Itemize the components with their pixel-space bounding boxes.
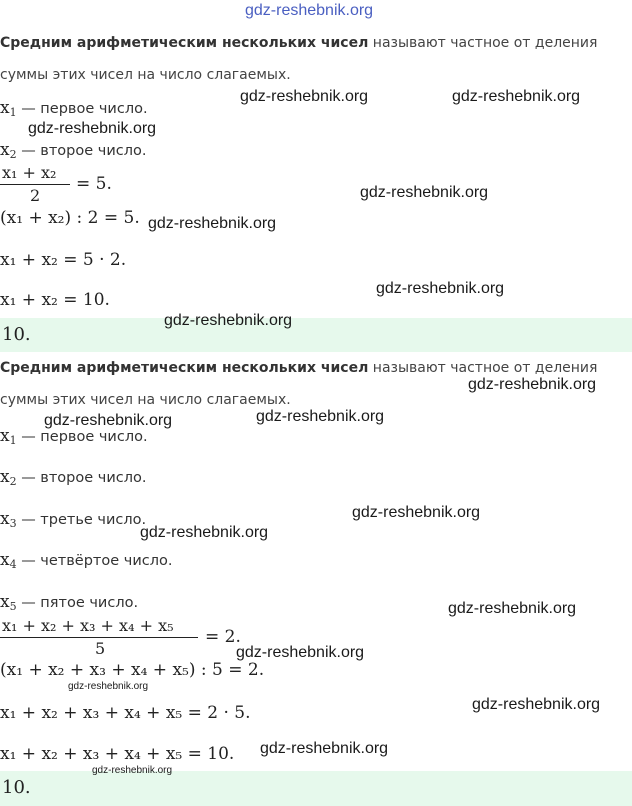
equation-line: (x₁ + x₂ + x₃ + x₄ + x₅) : 5 = 2. — [0, 660, 265, 680]
watermark-text: gdz-reshebnik.org — [68, 681, 149, 692]
equation-line: x₁ + x₂ = 10. — [0, 290, 110, 310]
variable-line — [0, 550, 172, 571]
fraction-numerator: x₁ + x₂ + x₃ + x₄ + x₅ — [2, 616, 174, 635]
watermark-text: gdz-reshebnik.org — [164, 312, 293, 329]
variable-subscript: 2 — [9, 148, 17, 161]
variable-line — [0, 592, 138, 613]
fraction-numerator: x₁ + x₂ — [2, 163, 57, 182]
watermark-text: gdz-reshebnik.org — [28, 120, 157, 137]
watermark-text: gdz-reshebnik.org — [240, 88, 369, 105]
equation-line: x₁ + x₂ = 5 · 2. — [0, 250, 127, 270]
watermark-text: gdz-reshebnik.org — [472, 696, 601, 713]
fraction-bar — [0, 184, 70, 185]
watermark-text: gdz-reshebnik.org — [448, 600, 577, 617]
definition-line-2: суммы этих чисел на число слагаемых. — [0, 392, 291, 408]
variable-line — [0, 509, 146, 530]
definition-bold: Средним арифметическим нескольких чисел — [0, 35, 369, 51]
variable-symbol: x — [0, 426, 10, 446]
variable-symbol: x — [0, 98, 10, 118]
watermark-text: gdz-reshebnik.org — [452, 88, 581, 105]
fraction-bar — [0, 637, 198, 638]
watermark-text: gdz-reshebnik.org — [236, 644, 365, 661]
watermark-text: gdz-reshebnik.org — [44, 412, 173, 429]
variable-description: — первое число. — [16, 101, 148, 117]
answer-value: 10. — [2, 324, 31, 345]
definition-rest: называют частное от деления — [368, 360, 598, 376]
definition-line-1 — [0, 36, 632, 50]
fraction-denominator: 5 — [95, 639, 106, 658]
answer-box — [0, 318, 632, 352]
equation-line: (x₁ + x₂) : 2 = 5. — [0, 208, 140, 228]
watermark-text: gdz-reshebnik.org — [376, 280, 505, 297]
definition-rest: называют частное от деления — [368, 35, 598, 51]
variable-subscript: 2 — [9, 475, 17, 488]
definition-line-2: суммы этих чисел на число слагаемых. — [0, 67, 291, 83]
variable-description: — первое число. — [16, 429, 148, 445]
watermark-text: gdz-reshebnik.org — [352, 504, 481, 521]
variable-subscript: 1 — [9, 106, 17, 119]
variable-description: — пятое число. — [16, 595, 139, 611]
fraction-rhs: = 2. — [205, 627, 241, 647]
equation-line: x₁ + x₂ + x₃ + x₄ + x₅ = 2 · 5. — [0, 703, 251, 723]
equation-line: x₁ + x₂ + x₃ + x₄ + x₅ = 10. — [0, 744, 235, 764]
variable-description: — второе число. — [16, 143, 147, 159]
variable-subscript: 1 — [9, 434, 17, 447]
variable-subscript: 5 — [9, 600, 17, 613]
variable-symbol: x — [0, 467, 10, 487]
answer-value: 10. — [2, 777, 31, 798]
variable-line — [0, 140, 147, 161]
watermark-text: gdz-reshebnik.org — [92, 765, 173, 776]
definition-bold: Средним арифметическим нескольких чисел — [0, 360, 369, 376]
variable-symbol: x — [0, 592, 10, 612]
variable-line — [0, 467, 147, 488]
variable-symbol: x — [0, 550, 10, 570]
variable-subscript: 4 — [9, 558, 17, 571]
variable-symbol: x — [0, 140, 10, 160]
watermark-text: gdz-reshebnik.org — [245, 2, 374, 19]
fraction-equation — [0, 163, 130, 207]
watermark-text: gdz-reshebnik.org — [360, 184, 489, 201]
fraction-equation — [0, 616, 260, 660]
fraction-rhs: = 5. — [76, 174, 112, 194]
definition-line-1 — [0, 361, 632, 375]
watermark-text: gdz-reshebnik.org — [140, 524, 269, 541]
watermark-text: gdz-reshebnik.org — [148, 215, 277, 232]
variable-subscript: 3 — [9, 517, 17, 530]
variable-description: — четвёртое число. — [16, 553, 173, 569]
variable-line — [0, 98, 148, 119]
watermark-text: gdz-reshebnik.org — [256, 408, 385, 425]
watermark-text: gdz-reshebnik.org — [260, 740, 389, 757]
variable-description: — третье число. — [16, 512, 147, 528]
variable-description: — второе число. — [16, 470, 147, 486]
watermark-text: gdz-reshebnik.org — [468, 376, 597, 393]
variable-symbol: x — [0, 509, 10, 529]
fraction-denominator: 2 — [30, 186, 41, 205]
answer-box — [0, 771, 632, 806]
